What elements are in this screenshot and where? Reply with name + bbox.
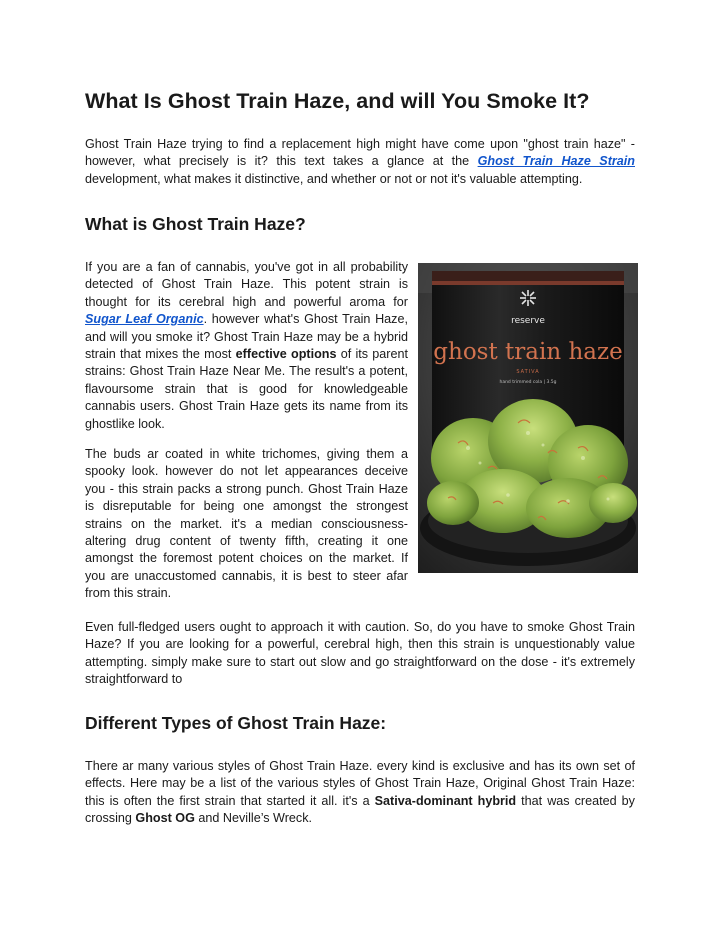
s1p1-text-start: If you are a fan of cannabis, you've got in all probability detected of Ghost Train Haze. This potent strain is thought for its cerebral high and powerful aroma for — [85, 260, 408, 309]
sugar-leaf-organic-link[interactable]: Sugar Leaf Organic — [85, 312, 204, 327]
s1p1-text-end: of its parent strains: Ghost Train Haze Near Me. The result's a potent, flavoursome strain that is good for knowledgeable cannabis users. Ghost Train Haze gets its name from its ghostlike look. — [85, 347, 408, 431]
s1p1-bold: effective options — [235, 347, 337, 362]
jar-small-print-text: hand trimmed cola | 3.5g — [499, 380, 557, 385]
jar-brand-text: reserve — [511, 316, 545, 326]
intro-text-end: development, what makes it distinctive, and whether or not or not it's valuable attempting. — [85, 171, 583, 186]
ghost-train-haze-strain-link[interactable]: Ghost Train Haze Strain — [477, 154, 635, 169]
page-title: What Is Ghost Train Haze, and will You Smoke It? — [85, 89, 590, 113]
product-photo — [418, 263, 638, 573]
section-heading-what-is: What is Ghost Train Haze? — [85, 214, 306, 234]
s1p1-text-middle: . however what's Ghost Train Haze, and will you smoke it? Ghost Train Haze may be a hybrid strain that mixes the most — [85, 312, 408, 362]
intro-paragraph — [85, 136, 635, 188]
section1-paragraph-2: The buds ar coated in white trichomes, giving them a spooky look. however do not let appearances deceive you - this strain packs a strong punch. Ghost Train Haze is disreputable for being one amongst the strongest strains on the market. it's a median consciousness-altering drug content of twenty fifth, creating it one amongst the foremost potent choices on the market. If you are unaccustomed cannabis, it is best to steer afar from this strain. — [85, 447, 408, 601]
jar-subtitle-text: SATIVA — [516, 369, 540, 375]
intro-text-start: Ghost Train Haze trying to find a replacement high might have come upon "ghost train haze" - however, what precisely is it? this text takes a glance at the — [85, 137, 635, 169]
jar-product-text: ghost train haze — [433, 339, 623, 365]
section-heading-types: Different Types of Ghost Train Haze: — [85, 713, 387, 733]
ghost-og-bold: Ghost OG — [135, 811, 195, 826]
section1-paragraph-3: Even full-fledged users ought to approach it with caution. So, do you have to smoke Ghost Train Haze? If you are looking for a powerful, cerebral high, then this strain is unquestionably value attempting. simply make sure to start out slow and go straightforward on the dose - it's extremely straightforward to — [85, 620, 635, 687]
sativa-dominant-hybrid-bold: Sativa-dominant hybrid — [374, 793, 517, 808]
s2p1-text-end: and Neville’s Wreck. — [194, 811, 313, 826]
section2-paragraph-1 — [85, 758, 635, 828]
section1-paragraph-1 — [85, 259, 408, 433]
cannabis-jar-image — [418, 263, 638, 573]
s2p1-text-start: There ar many various styles of Ghost Train Haze. every kind is exclusive and has its own set of effects. Here may be a list of the various styles of Ghost Train Haze, Original Ghost Train Haze: this is often the first strain that started it all. it's a — [85, 759, 635, 808]
s2p1-text-between: that was created by crossing — [85, 793, 635, 826]
